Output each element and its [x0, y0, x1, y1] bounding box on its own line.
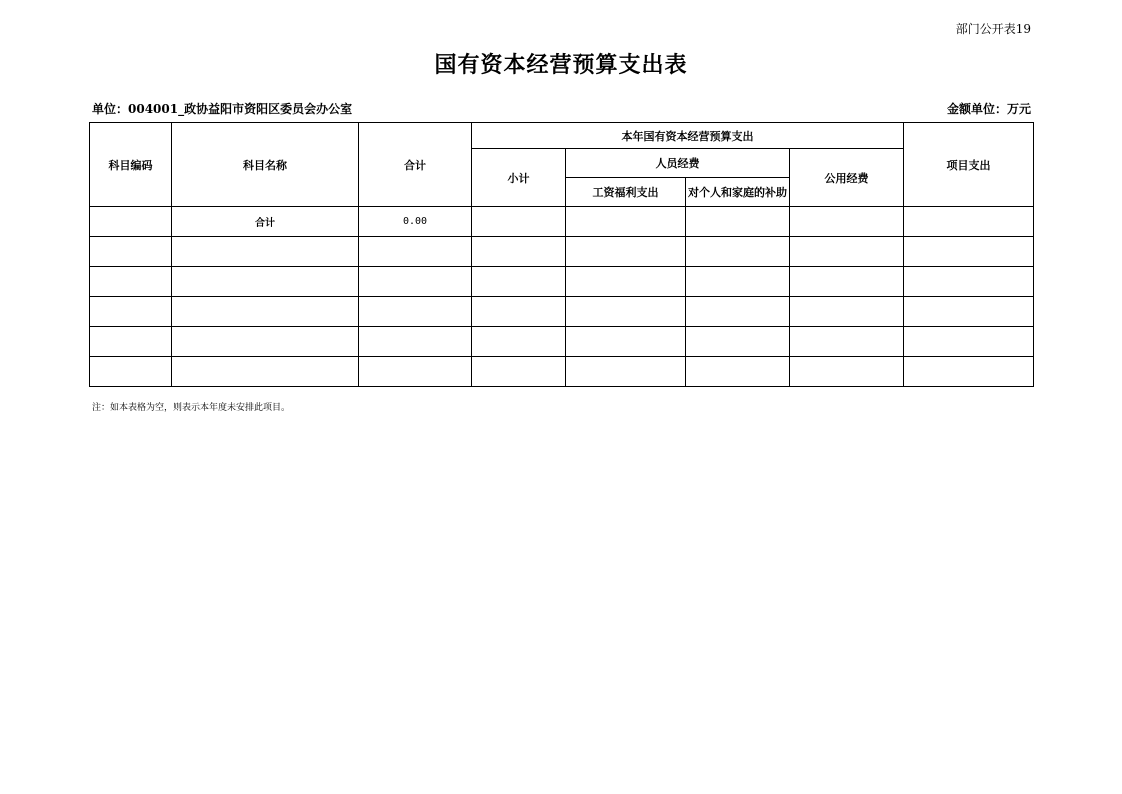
cell-project-expense — [904, 207, 1034, 237]
table-cell — [566, 357, 686, 387]
page-title: 国有资本经营预算支出表 — [434, 52, 688, 78]
table-cell — [904, 297, 1034, 327]
table-cell — [686, 237, 790, 267]
table-cell — [359, 267, 472, 297]
table-cell — [790, 357, 904, 387]
table-cell — [359, 357, 472, 387]
col-group-personnel: 人员经费 — [566, 149, 790, 178]
table-cell — [790, 297, 904, 327]
table-cell — [686, 327, 790, 357]
table-cell — [686, 267, 790, 297]
col-public-expense: 公用经费 — [790, 149, 904, 207]
table-cell — [904, 267, 1034, 297]
col-individual-family-subsidy: 对个人和家庭的补助 — [686, 178, 790, 207]
table-cell — [472, 237, 566, 267]
table-cell — [904, 237, 1034, 267]
col-subject-code: 科目编码 — [90, 123, 172, 207]
table-row — [90, 267, 1034, 297]
col-subject-name: 科目名称 — [172, 123, 359, 207]
table-cell — [172, 357, 359, 387]
table-cell — [90, 237, 172, 267]
table-cell — [904, 357, 1034, 387]
budget-table — [89, 122, 1034, 387]
table-cell — [90, 267, 172, 297]
cell-subject-code — [90, 207, 172, 237]
total-row-label: 合计 — [172, 207, 359, 237]
table-cell — [686, 297, 790, 327]
cell-wages-welfare — [566, 207, 686, 237]
table-cell — [686, 357, 790, 387]
total-row-value: 0.00 — [359, 207, 472, 237]
footnote: 注：如本表格为空，则表示本年度未安排此项目。 — [92, 403, 291, 413]
table-cell — [90, 297, 172, 327]
table-cell — [359, 297, 472, 327]
table-cell — [172, 327, 359, 357]
table-cell — [472, 267, 566, 297]
table-cell — [90, 357, 172, 387]
cell-public-expense — [790, 207, 904, 237]
table-cell — [90, 327, 172, 357]
col-group-current-year: 本年国有资本经营预算支出 — [472, 123, 904, 149]
table-cell — [904, 327, 1034, 357]
table-cell — [359, 237, 472, 267]
unit-label: 单位：004001_政协益阳市资阳区委员会办公室 — [92, 102, 353, 116]
table-cell — [566, 237, 686, 267]
table-row — [90, 297, 1034, 327]
table-cell — [359, 327, 472, 357]
table-cell — [790, 327, 904, 357]
table-row — [90, 327, 1034, 357]
table-cell — [790, 237, 904, 267]
form-code: 部门公开表19 — [955, 22, 1031, 36]
col-wages-welfare: 工资福利支出 — [566, 178, 686, 207]
cell-individual-family-subsidy — [686, 207, 790, 237]
col-subtotal: 小计 — [472, 149, 566, 207]
amount-unit-label: 金额单位：万元 — [946, 102, 1031, 116]
table-cell — [172, 267, 359, 297]
table-cell — [472, 297, 566, 327]
table-cell — [566, 327, 686, 357]
table-cell — [472, 357, 566, 387]
table-cell — [172, 297, 359, 327]
table-cell — [172, 237, 359, 267]
table-cell — [566, 297, 686, 327]
table-cell — [566, 267, 686, 297]
table-cell — [472, 327, 566, 357]
col-project-expense: 项目支出 — [904, 123, 1034, 207]
table-row — [90, 357, 1034, 387]
table-row — [90, 237, 1034, 267]
total-row — [90, 207, 1034, 237]
col-total: 合计 — [359, 123, 472, 207]
cell-subtotal — [472, 207, 566, 237]
table-cell — [790, 267, 904, 297]
